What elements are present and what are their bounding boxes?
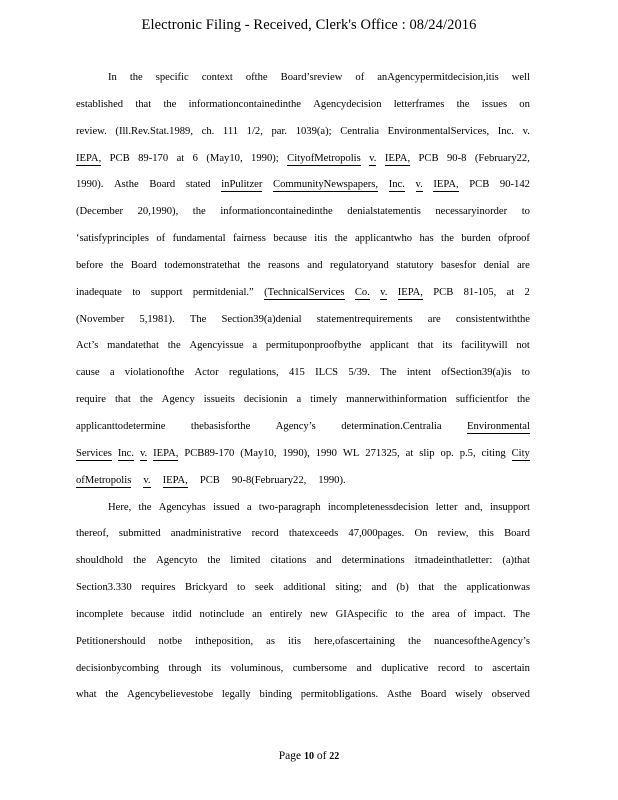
word: itdid: [172, 608, 192, 620]
word: PCB: [418, 152, 439, 164]
word: Brickyard: [185, 582, 228, 594]
word: two-paragraph: [258, 501, 321, 513]
word: at: [405, 447, 414, 459]
word: The: [380, 367, 397, 379]
word: 2: [524, 286, 530, 298]
word: (a)that: [502, 555, 530, 567]
word: that: [114, 394, 131, 406]
word: PCB: [433, 286, 454, 298]
word: todemonstratethat: [164, 259, 241, 271]
page-label: Page: [278, 750, 302, 762]
word: the: [516, 394, 530, 406]
word: ofSection39(a)is: [441, 367, 512, 379]
word: regulatoryand: [330, 259, 389, 271]
of-label: of: [316, 750, 327, 762]
word: observed: [491, 689, 530, 701]
page-number: 10: [303, 751, 314, 762]
word: of: [457, 608, 467, 620]
word: itmadeinthatletter:: [414, 555, 493, 567]
word: Environmental: [467, 420, 530, 432]
word: limited: [230, 555, 261, 567]
word: mannerwithinformation: [346, 394, 447, 406]
word: the: [105, 689, 119, 701]
word: 1990).: [318, 474, 346, 486]
word: anAgencypermitdecision,itis: [377, 72, 499, 83]
word: ofMetropolis: [76, 474, 132, 486]
word: nuancesoftheAgency’s: [434, 635, 530, 647]
word: the: [139, 394, 153, 406]
word: (February22,: [474, 152, 530, 164]
word: intheposition,: [195, 635, 254, 647]
word: to: [474, 662, 483, 674]
word: not: [516, 340, 530, 352]
text-line: [76, 287, 530, 314]
word: has: [419, 233, 434, 245]
word: IEPA,: [433, 179, 459, 191]
word: consistentwiththe: [455, 313, 530, 325]
text-line: [76, 153, 530, 180]
word: Services: [76, 447, 112, 459]
word: ‘satisfyprinciples: [76, 233, 149, 245]
word: itis: [314, 233, 328, 245]
word: Act’s: [76, 340, 99, 352]
word: fairness: [232, 233, 266, 245]
word: violationofthe: [124, 367, 185, 379]
word: the: [443, 582, 457, 594]
text-line: [76, 475, 530, 502]
word: new: [310, 608, 328, 620]
word: IEPA,: [397, 286, 423, 298]
word: duplicative: [381, 662, 429, 674]
word: review,: [437, 528, 469, 540]
word: reasons: [268, 259, 300, 271]
word: sufficientfor: [455, 394, 508, 406]
word: Petitionershould: [76, 635, 146, 647]
word: binding: [259, 689, 292, 701]
paragraph-2: [76, 502, 530, 717]
word: the: [167, 340, 181, 352]
word: thereof,: [76, 528, 109, 540]
word: the: [441, 233, 454, 245]
word: v.: [522, 125, 530, 137]
word: through: [168, 662, 202, 674]
word: the: [247, 259, 261, 271]
word: a: [246, 501, 252, 513]
word: because: [273, 233, 307, 245]
word: permituponproofbythe: [265, 340, 362, 352]
word: voluminous,: [230, 662, 284, 674]
word: the: [411, 608, 425, 620]
word: a: [252, 340, 258, 352]
word: as: [266, 635, 275, 647]
word: stated: [185, 179, 211, 191]
word: v.: [415, 179, 423, 191]
word: to: [237, 582, 246, 594]
word: before: [76, 259, 104, 271]
word: and: [307, 259, 323, 271]
word: permitdenial.”: [192, 286, 254, 298]
word: notinclude: [199, 608, 245, 620]
word: issued: [213, 501, 240, 513]
word: PCB: [469, 179, 490, 191]
word: IEPA,: [153, 447, 179, 459]
word: informationcontainedinthe: [220, 206, 333, 218]
word: Centralia: [340, 125, 380, 137]
word: and: [356, 662, 372, 674]
word: Co.: [354, 286, 370, 298]
word: PCB89-170: [184, 447, 235, 459]
word: (December: [76, 206, 124, 218]
word: to: [521, 206, 530, 218]
text-line: [76, 72, 530, 99]
word: necessaryinorder: [435, 206, 508, 218]
word: here,ofascertaining: [314, 635, 395, 647]
word: because: [130, 608, 165, 620]
word: 90-8(February22,: [231, 474, 307, 486]
word: CityofMetropolis: [287, 152, 361, 164]
word: and: [371, 582, 387, 594]
word: the: [110, 259, 124, 271]
word: well: [511, 72, 530, 83]
word: Inc.: [388, 179, 405, 191]
word: ILCS: [315, 367, 339, 379]
word: Agency’s: [275, 420, 316, 432]
word: IEPA,: [76, 152, 102, 164]
word: In: [108, 72, 117, 83]
word: specific: [155, 72, 189, 83]
filing-stamp-header: Electronic Filing - Received, Clerk's Office : 08/24/2016: [141, 17, 477, 33]
paragraph-1: [76, 72, 530, 502]
word: to: [132, 286, 141, 298]
word: facilitywill: [461, 340, 508, 352]
word: the: [129, 72, 143, 83]
word: seek: [254, 582, 274, 594]
word: IEPA,: [162, 474, 188, 486]
word: determination.Centralia: [341, 420, 442, 432]
word: Board’sreview: [280, 72, 343, 83]
word: 1990: [315, 447, 337, 459]
text-line: [76, 689, 530, 716]
word: (November: [76, 313, 125, 325]
word: timely: [310, 394, 338, 406]
text-line: [76, 609, 530, 636]
word: and: [316, 555, 332, 567]
word: 111: [222, 125, 239, 137]
word: Actor: [194, 367, 219, 379]
word: (May10,: [240, 447, 277, 459]
word: Inc.: [117, 447, 135, 459]
word: incompletenessdecision: [327, 501, 429, 513]
word: Board: [130, 259, 157, 271]
text-line: [76, 233, 530, 260]
word: the: [334, 233, 348, 245]
text-line: [76, 126, 530, 153]
word: burden: [461, 233, 491, 245]
word: to: [521, 367, 530, 379]
text-line: [76, 394, 530, 421]
word: inadequate: [76, 286, 122, 298]
word: established: [76, 98, 124, 110]
word: regulations,: [228, 367, 279, 379]
word: Agencyto: [156, 555, 198, 567]
word: (May10,: [206, 152, 243, 164]
word: permitobligations.: [300, 689, 379, 701]
word: the: [207, 555, 221, 567]
word: context: [201, 72, 233, 83]
word: 1990).: [76, 179, 104, 191]
word: the: [456, 98, 470, 110]
text-line: [76, 582, 530, 609]
word: citing: [481, 447, 506, 459]
word: denialstatementis: [347, 206, 421, 218]
text-line: [76, 314, 530, 341]
word: entirely: [269, 608, 303, 620]
word: applicant: [369, 340, 409, 352]
word: 81-105,: [463, 286, 497, 298]
word: the: [192, 206, 206, 218]
word: that: [418, 582, 435, 594]
word: siting;: [335, 582, 362, 594]
word: a: [296, 394, 302, 406]
word: GIAspecific: [335, 608, 388, 620]
text-line: [76, 663, 530, 690]
word: its: [442, 340, 453, 352]
word: 89-170: [138, 152, 169, 164]
word: applicanttodetermine: [76, 420, 166, 432]
word: a: [109, 367, 115, 379]
word: are: [427, 313, 441, 325]
word: IEPA,: [384, 152, 411, 164]
word: Asthe: [114, 179, 139, 191]
word: par.: [271, 125, 288, 137]
word: The: [513, 608, 530, 620]
word: inPulitzer: [221, 179, 263, 191]
word: an: [252, 608, 263, 620]
word: this: [478, 528, 494, 540]
word: letter: [435, 501, 458, 513]
word: v.: [139, 447, 148, 459]
text-line: [76, 99, 530, 126]
word: 271325,: [365, 447, 400, 459]
word: the: [133, 555, 147, 567]
word: legally: [221, 689, 251, 701]
word: determinations: [341, 555, 405, 567]
word: Board: [504, 528, 530, 540]
word: 1039(a);: [295, 125, 332, 137]
total-pages: 22: [329, 751, 340, 762]
word: cumbersome: [292, 662, 347, 674]
word: 1990),: [282, 447, 310, 459]
word: notbe: [158, 635, 183, 647]
word: record: [251, 528, 279, 540]
word: 415: [288, 367, 305, 379]
word: 90-142: [499, 179, 530, 191]
text-line: [76, 179, 530, 206]
word: Section39(a)denial: [221, 313, 302, 325]
word: decisionin: [243, 394, 288, 406]
word: shouldhold: [76, 555, 124, 567]
word: (TechnicalServices: [264, 286, 345, 298]
word: cause: [76, 367, 100, 379]
word: informationcontainedinthe: [188, 98, 302, 110]
word: p.5,: [459, 447, 476, 459]
page-footer: [0, 750, 618, 762]
word: issueits: [203, 394, 235, 406]
word: (Ill.Rev.Stat.1989,: [115, 125, 194, 137]
word: 90-8: [447, 152, 467, 164]
text-line: [76, 206, 530, 233]
word: CommunityNewspapers,: [273, 179, 379, 191]
word: Agencybelievestobe: [127, 689, 214, 701]
word: fundamental: [172, 233, 226, 245]
word: op.: [440, 447, 454, 459]
word: support: [150, 286, 183, 298]
word: what: [76, 689, 97, 701]
word: v.: [143, 474, 151, 486]
word: 1990);: [251, 152, 279, 164]
word: impact.: [474, 608, 506, 620]
word: that: [417, 340, 434, 352]
text-line: [76, 502, 530, 529]
word: applicantwho: [354, 233, 413, 245]
word: Board: [420, 689, 447, 701]
word: PCB: [109, 152, 130, 164]
word: the: [408, 635, 421, 647]
word: Asthe: [386, 689, 412, 701]
word: its: [211, 662, 222, 674]
word: PCB: [199, 474, 220, 486]
word: EnvironmentalServices,: [387, 125, 490, 137]
word: ascertain: [492, 662, 530, 674]
word: area: [432, 608, 450, 620]
word: ofproof: [498, 233, 530, 245]
word: incomplete: [76, 608, 124, 620]
word: are: [516, 259, 530, 271]
word: Board: [149, 179, 176, 191]
word: of: [355, 72, 365, 83]
word: ch.: [201, 125, 215, 137]
word: 6: [192, 152, 198, 164]
word: thatexceeds: [288, 528, 339, 540]
word: v.: [369, 152, 377, 164]
word: slip: [419, 447, 435, 459]
word: citations: [270, 555, 307, 567]
word: City: [511, 447, 530, 459]
text-line: [76, 260, 530, 287]
word: denial: [483, 259, 510, 271]
word: mandatethat: [107, 340, 159, 352]
word: letterframes: [393, 98, 445, 110]
word: applicationwas: [466, 582, 530, 594]
word: itis: [288, 635, 302, 647]
word: 5/39.: [348, 367, 370, 379]
word: at: [176, 152, 185, 164]
word: The: [189, 313, 207, 325]
document-body: [76, 72, 530, 716]
word: 5,1981).: [139, 313, 175, 325]
word: On: [414, 528, 428, 540]
word: intent: [406, 367, 432, 379]
word: requires: [141, 582, 176, 594]
word: v.: [380, 286, 388, 298]
text-line: [76, 528, 530, 555]
word: submitted: [118, 528, 161, 540]
word: insupport: [489, 501, 530, 513]
word: Inc.: [497, 125, 514, 137]
word: the: [163, 98, 177, 110]
word: record: [437, 662, 465, 674]
word: Agencyhas: [158, 501, 206, 513]
text-line: [76, 636, 530, 663]
word: statutory: [396, 259, 434, 271]
word: to: [395, 608, 404, 620]
word: Here,: [108, 501, 132, 513]
word: decisionbycombing: [76, 662, 159, 674]
word: issues: [481, 98, 508, 110]
text-line: [76, 448, 530, 475]
word: 20,1990),: [137, 206, 179, 218]
word: WL: [342, 447, 360, 459]
text-line: [76, 555, 530, 582]
word: ofthe: [245, 72, 268, 83]
word: the: [138, 501, 152, 513]
word: 1/2,: [246, 125, 263, 137]
text-line: [76, 340, 530, 367]
word: on: [519, 98, 530, 110]
word: at: [506, 286, 515, 298]
word: basesfor: [440, 259, 477, 271]
word: (b): [396, 582, 409, 594]
word: of: [156, 233, 166, 245]
word: 47,000pages.: [348, 528, 405, 540]
word: statementrequirements: [316, 313, 413, 325]
word: require: [76, 394, 106, 406]
text-line: [76, 421, 530, 448]
word: Section3.330: [76, 582, 132, 594]
text-line: [76, 367, 530, 394]
word: additional: [283, 582, 326, 594]
word: thebasisforthe: [190, 420, 251, 432]
word: Agencydecision: [313, 98, 382, 110]
word: Agencyissue: [189, 340, 244, 352]
word: wisely: [455, 689, 483, 701]
word: that: [135, 98, 152, 110]
word: review.: [76, 125, 107, 137]
word: anadministrative: [170, 528, 242, 540]
word: and,: [464, 501, 483, 513]
word: Agency: [161, 394, 195, 406]
